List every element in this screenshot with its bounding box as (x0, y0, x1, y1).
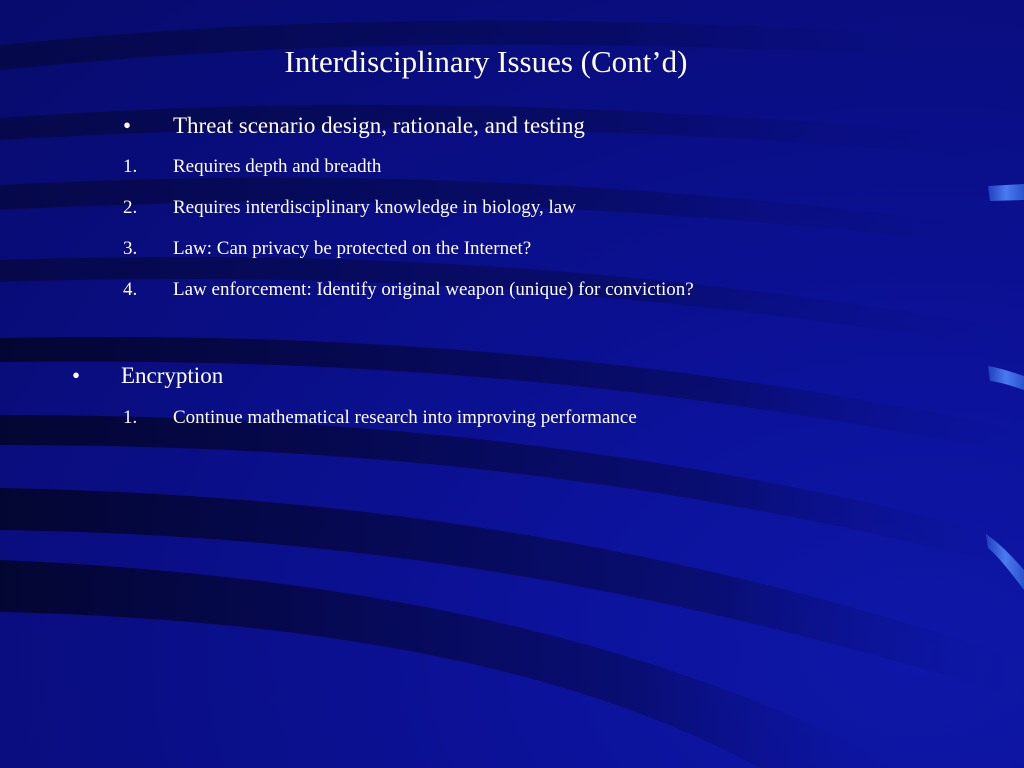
item-number: 4. (123, 279, 138, 300)
accent-stroke (988, 366, 1024, 390)
bullet-text: Encryption (121, 363, 224, 388)
item-number: 3. (123, 238, 138, 259)
item-text: Requires interdisciplinary knowledge in biology, law (173, 197, 576, 218)
bullet-marker: • (123, 113, 132, 138)
item-number: 2. (123, 197, 138, 218)
bullet-marker: • (72, 363, 81, 388)
item-text: Continue mathematical research into improving performance (173, 407, 637, 428)
slide-title: Interdisciplinary Issues (Cont’d) (284, 44, 688, 79)
item-number: 1. (123, 407, 138, 428)
accent-stroke (988, 184, 1024, 201)
item-text: Requires depth and breadth (173, 156, 382, 177)
bullet-text: Threat scenario design, rationale, and testing (173, 113, 585, 138)
item-number: 1. (123, 156, 138, 177)
item-text: Law: Can privacy be protected on the Internet? (173, 238, 532, 259)
item-text: Law enforcement: Identify original weapon (unique) for conviction? (173, 279, 694, 300)
